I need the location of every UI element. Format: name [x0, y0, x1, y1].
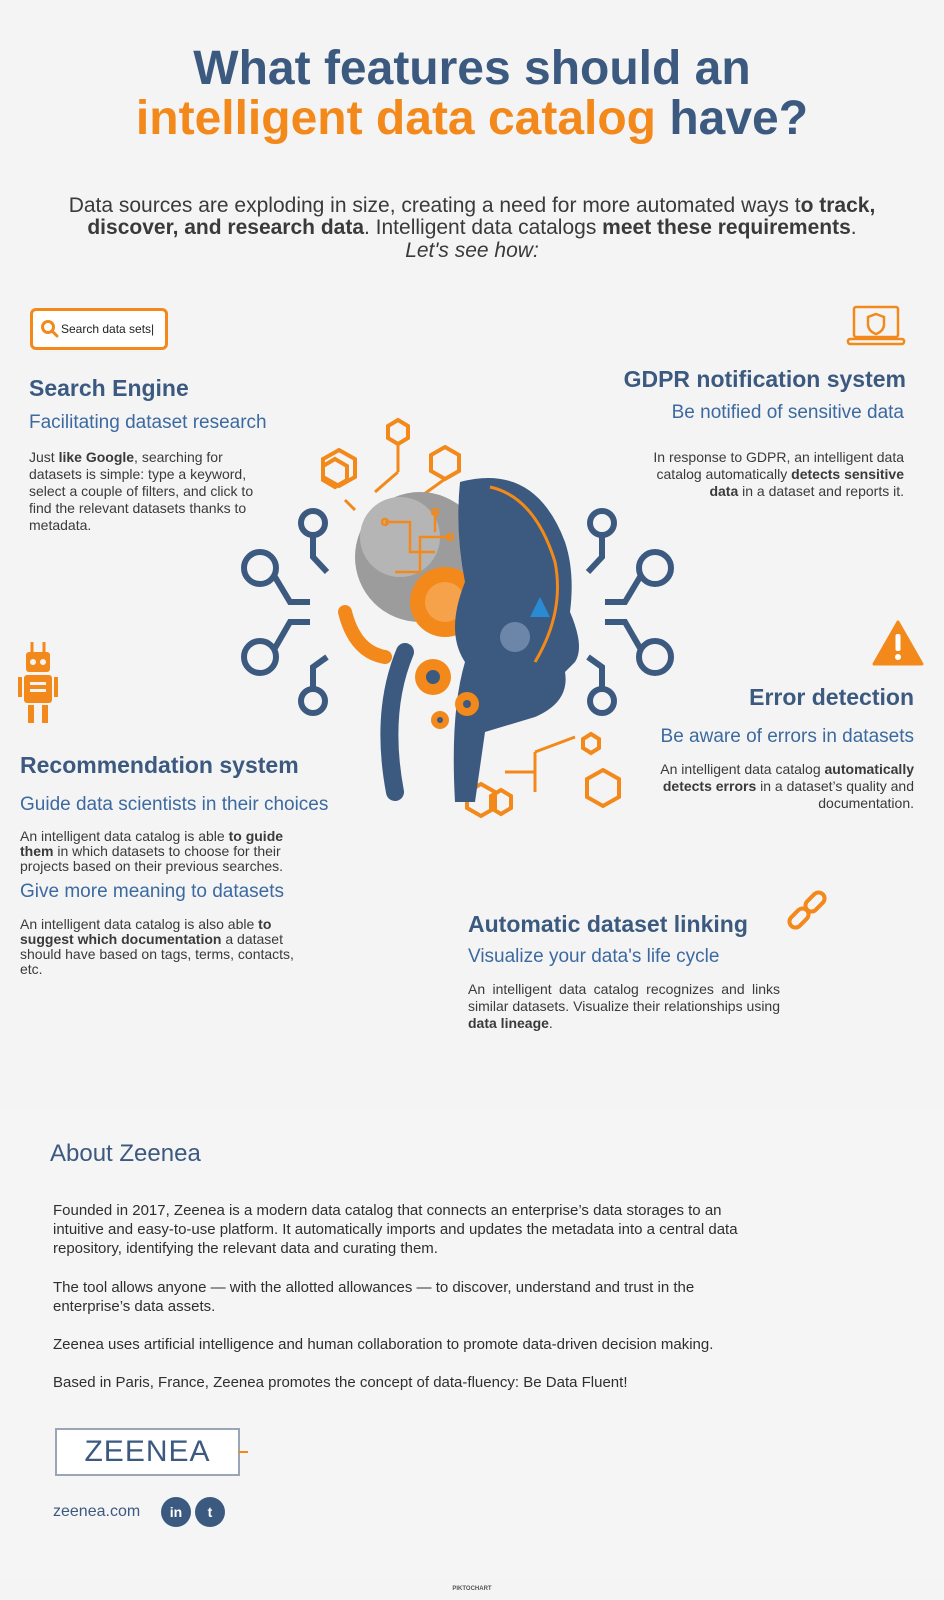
search-engine-subtitle: Facilitating dataset research	[29, 412, 267, 433]
search-body-bold: like Google	[58, 449, 135, 465]
intro-bold1: o track, discover, and research data	[87, 194, 876, 239]
error-body-bold: automatically detects errors	[662, 761, 914, 794]
twitter-icon[interactable]	[195, 1497, 225, 1527]
robot-icon	[18, 642, 58, 726]
search-box-text: Search data sets|	[61, 322, 155, 336]
recommendation-subtitle2: Give more meaning to datasets	[20, 881, 285, 902]
about-paragraph-2: The tool allows anyone — with the allotted allowances — to discover, understand and trust in the enterprise’s data assets.	[53, 1279, 695, 1315]
linking-body-post: .	[548, 1015, 553, 1031]
ai-head-illustration	[235, 412, 695, 832]
recommend-body2-bold: to suggest which documentation	[20, 916, 272, 947]
recommend-body-pre: An intelligent data catalog is able	[20, 828, 229, 844]
intro-part1: Data sources are exploding in size, creating a need for more automated ways t	[68, 194, 801, 217]
search-body-pre: Just	[29, 449, 59, 465]
recommendation-body2	[20, 917, 310, 977]
about-paragraph-1: Founded in 2017, Zeenea is a modern data catalog that connects an enterprise’s data storages to an intuitive and easy-to-use platform. It automatically imports and updates the metadata into a central data repository, identifying the relevant data and curating them.	[53, 1202, 738, 1257]
gdpr-body-bold: detects sensitive data	[709, 466, 904, 499]
recommend-body2-post: a dataset should have based on tags, terms, contacts, etc.	[20, 931, 294, 977]
gdpr-subtitle: Be notified of sensitive data	[671, 402, 904, 423]
intro-part2: . Intelligent data catalogs	[364, 216, 603, 239]
about-paragraph-3: Zeenea uses artificial intelligence and human collaboration to promote data-driven decision making.	[53, 1336, 714, 1353]
recommendation-body	[20, 829, 310, 874]
linkedin-label: in	[169, 1504, 183, 1520]
logo-text: ZEENEA	[84, 1435, 211, 1468]
search-engine-title: Search Engine	[29, 375, 189, 401]
warning-icon	[872, 620, 924, 666]
website-link[interactable]: zeenea.com	[53, 1503, 141, 1520]
page-title-highlight: intelligent data catalog	[135, 92, 656, 145]
about-paragraph-4: Based in Paris, France, Zeenea promotes the concept of data-fluency: Be Data Fluent!	[53, 1374, 628, 1391]
recommendation-title: Recommendation system	[20, 752, 299, 778]
intro-lets-see	[40, 240, 904, 262]
piktochart-credit: PIKTOCHART	[452, 1586, 492, 1592]
intro-bold2: meet these requirements	[602, 216, 851, 239]
linking-body-bold: data lineage	[468, 1015, 549, 1031]
gdpr-body-post: in a dataset and reports it.	[738, 483, 904, 499]
recommend-body-bold: to guide them	[20, 828, 284, 859]
error-title: Error detection	[749, 684, 914, 710]
linking-subtitle: Visualize your data's life cycle	[468, 946, 720, 967]
error-body-post: in a dataset’s quality and documentation.	[756, 778, 914, 811]
zeenea-logo	[55, 1428, 240, 1476]
about-title: About Zeenea	[50, 1140, 201, 1167]
intro-text	[40, 195, 904, 239]
page-title-line2	[0, 94, 944, 144]
logo-accent	[238, 1451, 248, 1453]
error-subtitle: Be aware of errors in datasets	[660, 726, 914, 747]
error-body	[634, 761, 914, 812]
intro-line3: Let's see how:	[405, 239, 539, 262]
gdpr-body-pre: In response to GDPR, an intelligent data catalog automatically	[653, 449, 904, 482]
recommend-body-post: in which datasets to choose for their projects based on their previous searches.	[20, 843, 284, 874]
intro-part3: .	[850, 216, 857, 239]
linking-body-pre: An intelligent data catalog recognizes and links similar datasets. Visualize their relationships using	[468, 981, 780, 1014]
linking-body	[468, 981, 780, 1032]
linking-title: Automatic dataset linking	[468, 911, 748, 937]
link-icon	[784, 890, 830, 936]
recommend-body2-pre: An intelligent data catalog is also able	[20, 916, 259, 932]
linkedin-icon[interactable]	[161, 1497, 191, 1527]
recommendation-subtitle: Guide data scientists in their choices	[20, 794, 329, 815]
search-body-post: , searching for datasets is simple: type a keyword, select a couple of filters, and click to find the relevant datasets thanks to metadata.	[29, 449, 254, 533]
gdpr-title: GDPR notification system	[623, 366, 906, 392]
search-input[interactable]	[30, 308, 168, 350]
laptop-shield-icon	[846, 305, 906, 347]
page-title-end: have?	[656, 92, 809, 145]
page-title-line1: What features should an	[193, 42, 751, 95]
error-body-pre: An intelligent data catalog	[660, 761, 825, 777]
search-icon	[41, 320, 59, 338]
twitter-label: t	[207, 1504, 213, 1520]
